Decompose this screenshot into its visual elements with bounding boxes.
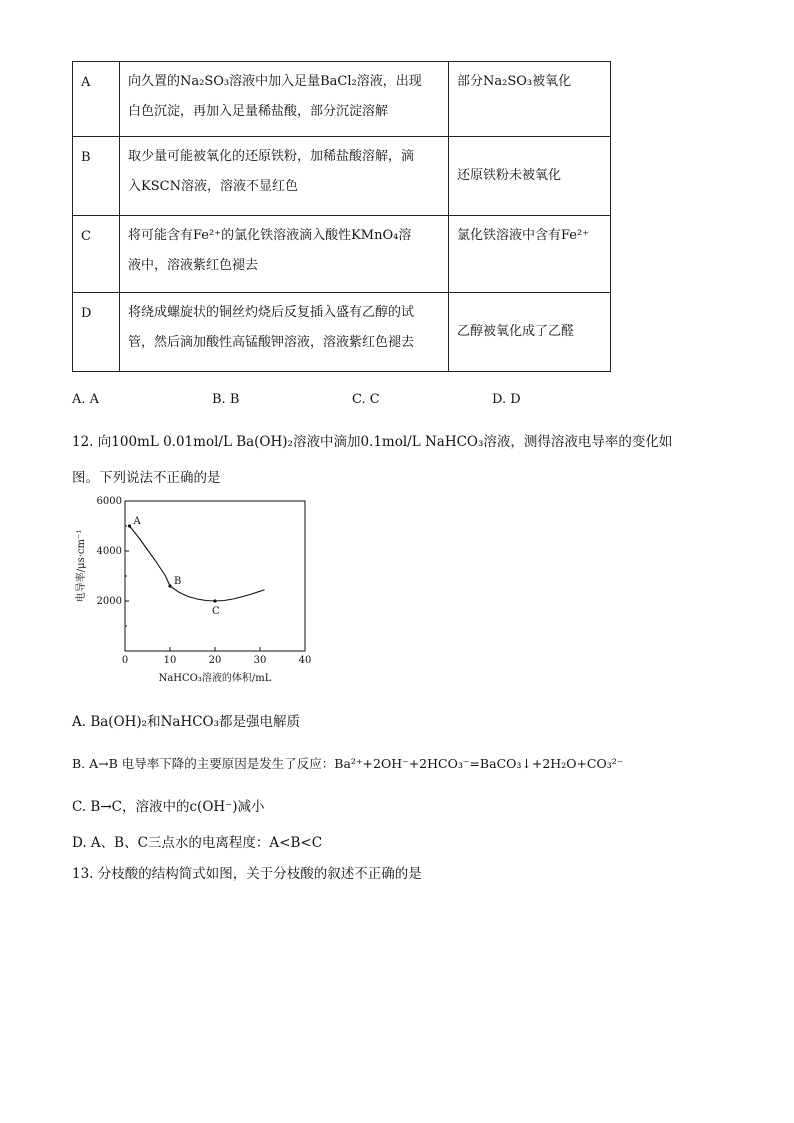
x-tick-label: 40: [298, 655, 312, 666]
option-d: D. D: [492, 392, 521, 407]
x-tick-label: 10: [163, 655, 177, 666]
point-label: A: [133, 516, 141, 527]
q12-option-b: B. A→B 电导率下降的主要原因是发生了反应：Ba²⁺+2OH⁻+2HCO₃⁻=BaCO₃↓+2H₂O+CO₃²⁻: [72, 756, 624, 771]
row-label: B: [73, 137, 120, 216]
row-conclusion: 还原铁粉未被氧化: [449, 137, 611, 216]
desc-line: 取少量可能被氧化的还原铁粉，加稀盐酸溶解，滴: [128, 149, 415, 164]
desc-line: 液中，溶液紫红色褪去: [128, 258, 259, 273]
row-label: C: [73, 216, 120, 293]
q12-option-c: C. B→C，溶液中的c(OH⁻)减小: [72, 799, 265, 815]
desc-line: 入KSCN溶液，溶液不显红色: [128, 179, 298, 194]
row-description: [120, 293, 449, 372]
series-line: [130, 526, 265, 601]
data-point: [168, 584, 171, 587]
point-label: B: [174, 576, 182, 587]
row-description: [120, 62, 449, 137]
q12-stem-line2: 图。下列说法不正确的是: [72, 470, 221, 486]
table-row: [73, 62, 611, 137]
desc-line: 白色沉淀，再加入足量稀盐酸，部分沉淀溶解: [128, 104, 389, 119]
point-label: C: [212, 606, 220, 617]
data-point: [213, 599, 216, 602]
x-axis-label: NaHCO₃溶液的体积/mL: [158, 673, 272, 684]
q12-option-d: D. A、B、C三点水的电离程度：A<B<C: [72, 835, 323, 851]
q11-options: [72, 392, 632, 407]
x-tick-label: 0: [121, 655, 129, 666]
q12-stem-line1: 12. 向100mL 0.01mol/L Ba(OH)₂溶液中滴加0.1mol/L NaHCO₃溶液，测得溶液电导率的变化如: [72, 434, 673, 450]
x-tick-label: 20: [208, 655, 222, 666]
row-conclusion: 部分Na₂SO₃被氧化: [449, 62, 611, 137]
q12-option-a: A. Ba(OH)₂和NaHCO₃都是强电解质: [72, 714, 301, 730]
option-b: B. B: [212, 392, 240, 407]
y-tick-label: 6000: [96, 496, 122, 507]
plot-frame: [125, 501, 305, 651]
y-tick-label: 4000: [96, 546, 122, 557]
row-conclusion: 乙醇被氧化成了乙醛: [449, 293, 611, 372]
row-description: [120, 137, 449, 216]
data-point: [128, 524, 131, 527]
desc-line: 将可能含有Fe²⁺的氯化铁溶液滴入酸性KMnO₄溶: [128, 228, 412, 243]
row-label: D: [73, 293, 120, 372]
row-description: [120, 216, 449, 293]
conductivity-chart: [72, 492, 322, 692]
row-label: A: [73, 62, 120, 137]
q13-stem: 13. 分枝酸的结构简式如图，关于分枝酸的叙述不正确的是: [72, 866, 422, 882]
option-a: A. A: [72, 392, 100, 407]
y-axis-label: 电导率/μs·cm⁻¹: [76, 529, 87, 603]
x-tick-label: 30: [253, 655, 267, 666]
y-tick-label: 2000: [96, 596, 122, 607]
option-c: C. C: [352, 392, 380, 407]
table-row: [73, 293, 611, 372]
desc-line: 管，然后滴加酸性高锰酸钾溶液，溶液紫红色褪去: [128, 335, 415, 350]
table-row: [73, 216, 611, 293]
experiment-table: [72, 61, 611, 372]
table-row: [73, 137, 611, 216]
row-conclusion: 氯化铁溶液中含有Fe²⁺: [449, 216, 611, 293]
desc-line: 向久置的Na₂SO₃溶液中加入足量BaCl₂溶液，出现: [128, 74, 422, 89]
desc-line: 将绕成螺旋状的铜丝灼烧后反复插入盛有乙醇的试: [128, 305, 415, 320]
